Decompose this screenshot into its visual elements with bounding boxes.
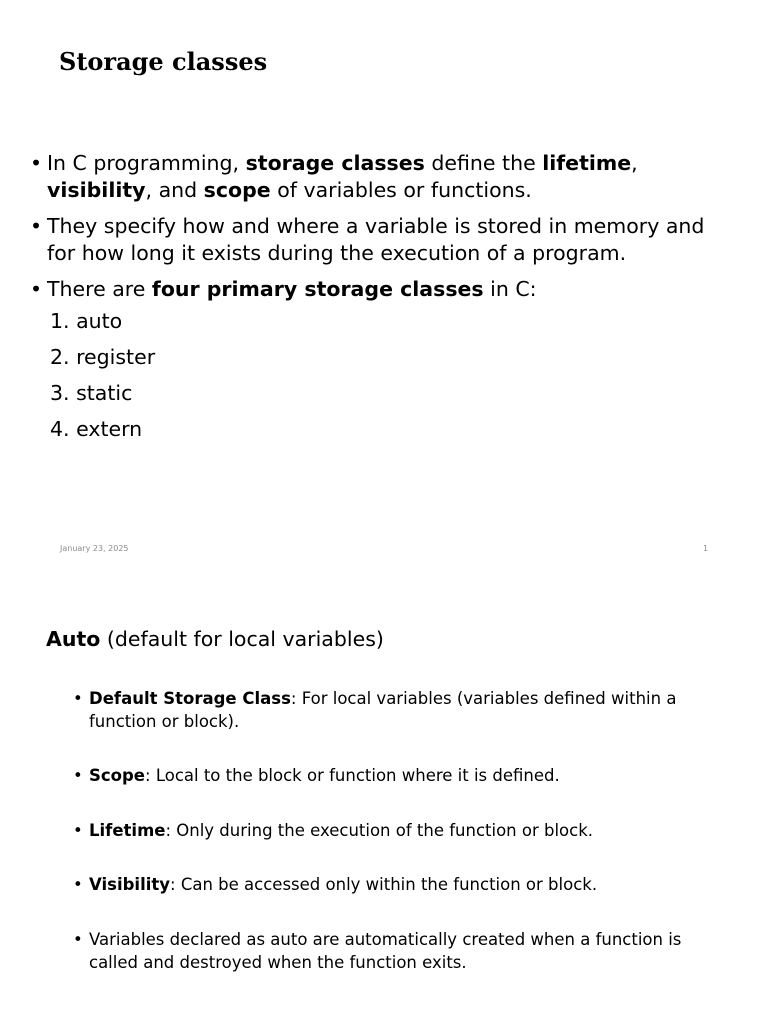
slide-2 <box>0 566 768 1024</box>
bullet-text: In C programming, <box>47 151 246 175</box>
bullet-item <box>73 928 703 974</box>
list-item: 1. auto <box>50 309 123 333</box>
bullet-icon: • <box>73 930 83 949</box>
bullet-list <box>30 150 720 447</box>
bullet-bold-text: lifetime <box>542 151 632 175</box>
bullet-item <box>73 687 703 733</box>
list-item: 2. register <box>50 345 156 369</box>
heading-text: (default for local variables) <box>100 627 384 651</box>
bullet-label: Visibility <box>89 875 171 894</box>
bullet-icon: • <box>30 151 43 175</box>
bullet-text: Variables declared as auto are automatically created when a function is called and destroyed when the function exits. <box>89 930 682 972</box>
bullet-label: Lifetime <box>89 821 166 840</box>
slide-title: Storage classes <box>59 47 268 76</box>
numbered-list <box>50 303 740 447</box>
bullet-text: : Only during the execution of the function or block. <box>165 821 594 840</box>
bullet-item <box>30 150 720 204</box>
heading-bold-text: Auto <box>46 627 101 651</box>
bullet-icon: • <box>73 689 83 708</box>
bullet-text: of variables or functions. <box>270 178 532 202</box>
bullet-text: : For local variables (variables defined within a function or block). <box>89 689 677 731</box>
bullet-text: There are <box>47 277 152 301</box>
bullet-bold-text: visibility <box>47 178 146 202</box>
bullet-text: , and <box>145 178 204 202</box>
bullet-bold-text: scope <box>203 178 271 202</box>
bullet-item <box>73 873 703 896</box>
bullet-icon: • <box>30 277 43 301</box>
bullet-icon: • <box>73 821 83 840</box>
bullet-bold-text: storage classes <box>245 151 425 175</box>
bullet-item <box>30 213 720 267</box>
list-item: 4. extern <box>50 417 143 441</box>
bullet-label: Default Storage Class <box>89 689 291 708</box>
bullet-text: in C: <box>483 277 537 301</box>
slide-heading <box>46 625 384 653</box>
bullet-text: , <box>631 151 638 175</box>
bullet-list <box>73 687 703 974</box>
bullet-label: Scope <box>89 766 146 785</box>
bullet-text: : Local to the block or function where it is defined. <box>145 766 560 785</box>
bullet-item <box>73 764 703 787</box>
bullet-item <box>30 276 720 303</box>
bullet-text: define the <box>424 151 543 175</box>
bullet-icon: • <box>73 875 83 894</box>
bullet-text: They specify how and where a variable is stored in memory and for how long it exists during the execution of a program. <box>47 214 705 265</box>
bullet-item <box>73 819 703 842</box>
bullet-icon: • <box>73 766 83 785</box>
list-item: 3. static <box>50 381 133 405</box>
bullet-text: : Can be accessed only within the function or block. <box>170 875 598 894</box>
bullet-bold-text: four primary storage classes <box>151 277 484 301</box>
bullet-icon: • <box>30 214 43 238</box>
footer-date: January 23, 2025 <box>60 544 129 553</box>
page-number: 1 <box>703 544 709 553</box>
